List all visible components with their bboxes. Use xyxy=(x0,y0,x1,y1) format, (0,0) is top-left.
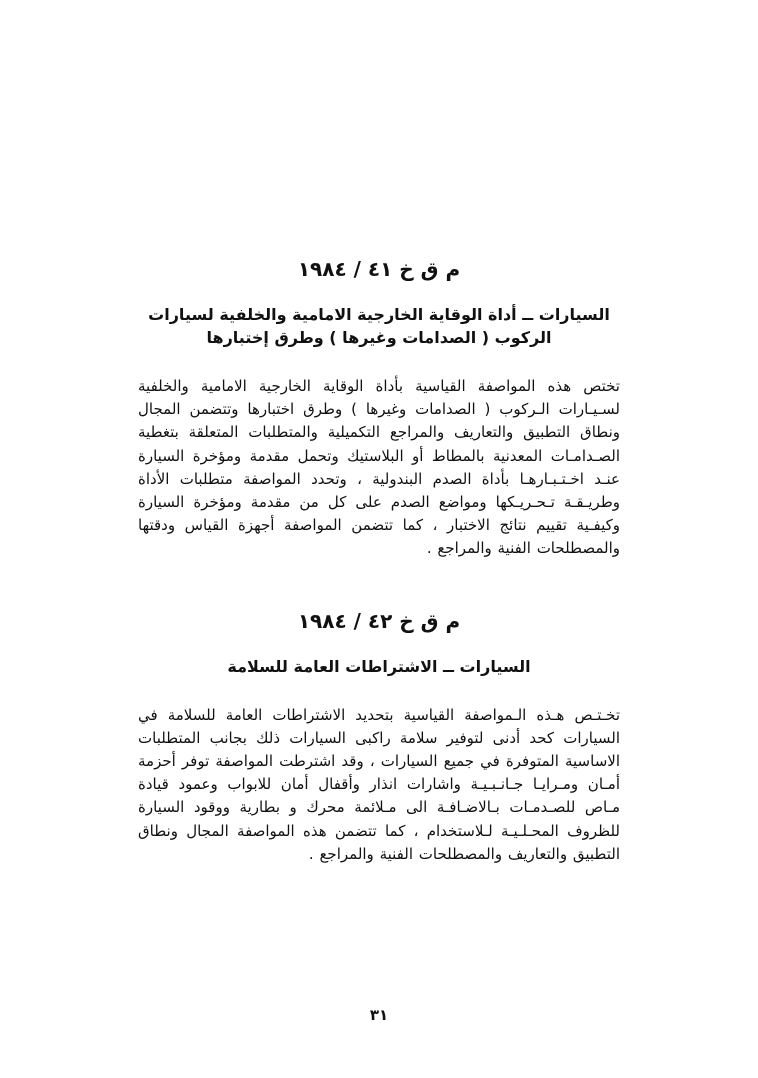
standard-title-2: السيارات ــ الاشتراطات العامة للسلامة xyxy=(227,656,531,676)
standard-abstract-1: تختص هذه المواصفة القياسية بأداة الوقاية الخارجية الامامية والخلفية لسـيـارات الـركوب ( الصدامات وغيرها ) وطرق اختبارها وتتضمن المجال ونطاق التطبيق والتعاريف والمراجع التكميلية والمتطلبات المتعلقة بتغطية الصـدامـات المعدنية بالمطاط أو البلاستيك وتحمل مقدمة ومؤخرة السيارة عنـد اخـتـبـارهـا بأداة الصدم البندولية ، وتحدد المواصفة متطلبات الأداة وطريـقـة تـحـريـكها ومواضع الصدم على كل من مقدمة ومؤخرة السيارة وكيفـية تقييم نتائج الاختبار ، كما تتضمن المواصفة أجهزة القياس ودقتها والمصطلحات الفنية والمراجع . xyxy=(138,377,620,558)
page-content xyxy=(138,0,620,866)
standard-code-1: م ق خ ٤١ / ١٩٨٤ xyxy=(297,257,461,281)
page-number: ٣١ xyxy=(369,1006,389,1024)
standard-abstract-2: تخـتـص هـذه الـمواصفة القياسية بتحديد الاشتراطات العامة للسلامة في السيارات كحد أدنى لتوفير سلامة راكبى السيارات ذلك بجانب المتطلبات الاساسية المتوفرة في جميع السيارات ، وقد اشترطت المواصفة توفر أحزمة أمـان ومـرايـا جـانـبـيـة واشارات انذار وأقفال أمان للابواب وعمود قيادة مـاص للصـدمـات بـالاضـافـة الى مـلائمة محرك و بطارية ووقود السيارة للظروف المحـلـيـة لـلاستخدام ، كما تتضمن هذه المواصفة المجال ونطاق التطبيق والتعاريف والمصطلحات الفنية والمراجع . xyxy=(138,705,620,863)
standard-title-1: السيارات ــ أداة الوقاية الخارجية الامامية والخلفية لسيارات الركوب ( الصدامات وغيرها ) وطرق إختبارها xyxy=(148,305,610,347)
standard-code-2: م ق خ ٤٢ / ١٩٨٤ xyxy=(297,608,461,633)
